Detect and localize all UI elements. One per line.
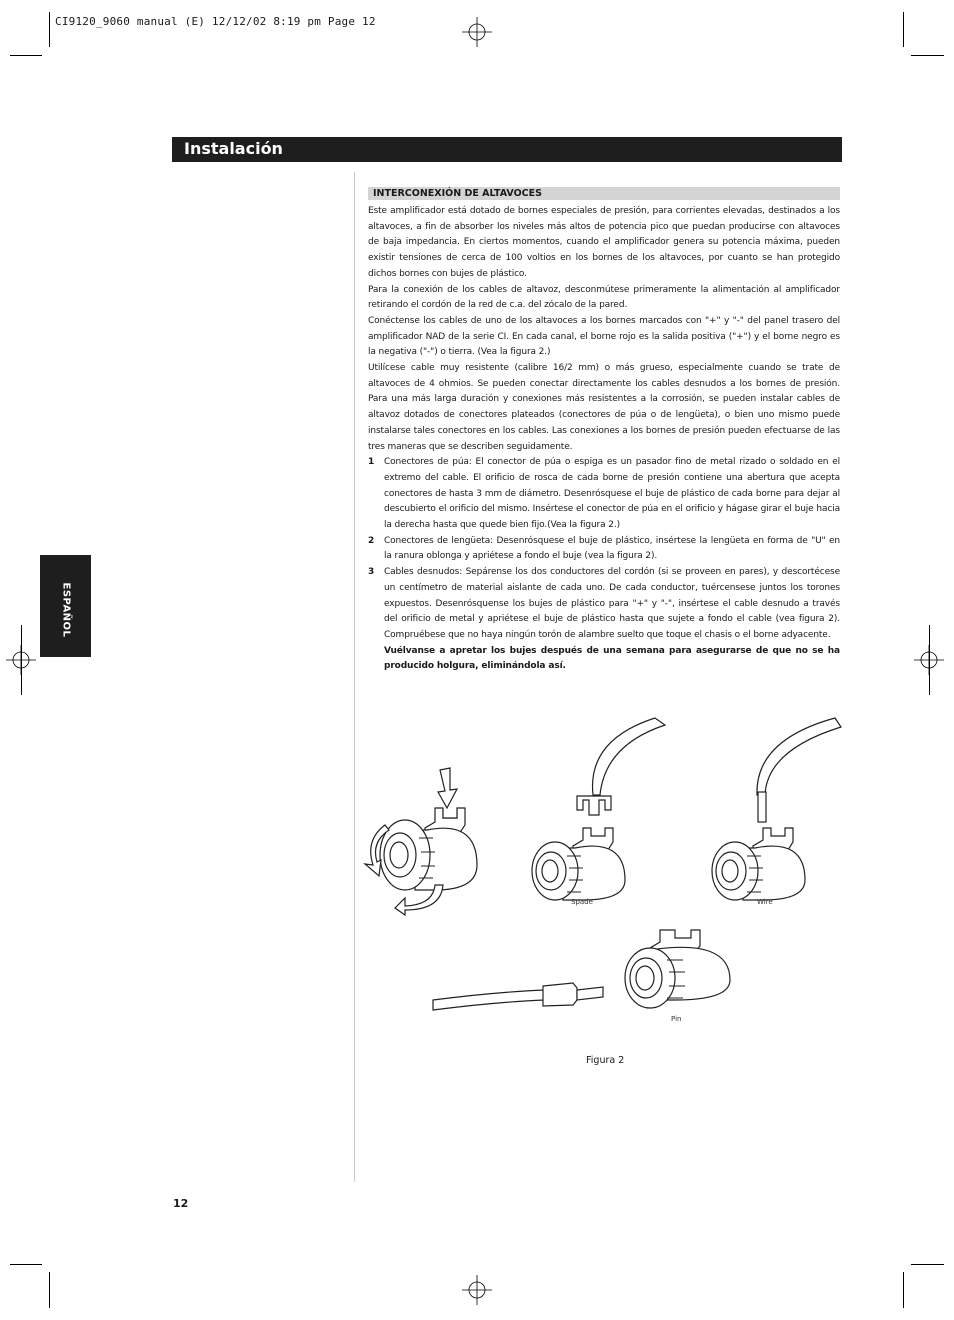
- subsection-title: INTERCONEXIÓN DE ALTAVOCES: [373, 188, 542, 199]
- registration-mark-icon: [462, 1275, 492, 1305]
- paragraph: Conéctense los cables de uno de los altavoces a los bornes marcados con "+" y "-" del panel trasero del amplificador NAD de la serie CI. En cada canal, el borne rojo es la salida positiva ("+") y el borne negro es la negativa ("-") o tierra. (Vea la figura 2.): [368, 315, 840, 358]
- paragraph: Para la conexión de los cables de altavoz, desconmútese primeramente la alimentación al amplificador retirando el cordón de la red de c.a. del zócalo de la pared.: [368, 284, 840, 311]
- warning-text: Vuélvanse a apretar los bujes después de una semana para asegurarse de que no se ha producido holgura, eliminándola así.: [384, 645, 840, 672]
- figure-label-spade: Spade: [571, 898, 593, 906]
- terminal-pin-icon: [433, 930, 730, 1010]
- list-item: [368, 565, 840, 675]
- crop-mark: [49, 12, 50, 47]
- body-text: [368, 204, 840, 675]
- crop-mark: [21, 625, 22, 695]
- list-text: Conectores de púa: El conector de púa o espiga es un pasador fino de metal rizado o soldado en el extremo del cable. El orificio de rosca de cada borne de presión contiene una abertura que acepta conectores de hasta 3 mm de diámetro. Desenrósquese el buje de plástico de cada borne para dejar al descubierto el orificio del mismo. Insértese el conector de púa en el orificio y hágase girar el buje hacia la derecha hasta que quede bien fijo.(Vea la figura 2.): [384, 457, 840, 531]
- section-title-bar: [172, 137, 842, 162]
- terminal-unscrew-icon: [365, 768, 477, 915]
- list-item: [368, 455, 840, 534]
- crop-mark: [49, 1272, 50, 1308]
- crop-mark: [903, 1272, 904, 1308]
- language-tab: [40, 555, 91, 657]
- list-number: 1: [368, 457, 375, 468]
- section-title: Instalación: [184, 139, 283, 158]
- language-tab-label: ESPAÑOL: [60, 582, 72, 638]
- crop-mark: [10, 55, 42, 56]
- registration-mark-icon: [462, 17, 492, 47]
- list-number: 3: [368, 567, 375, 578]
- list-item: [368, 534, 840, 565]
- terminal-spade-icon: [532, 718, 665, 900]
- terminal-wire-icon: [712, 718, 841, 900]
- crop-mark: [929, 625, 930, 695]
- page-number: 12: [173, 1197, 189, 1210]
- crop-mark: [911, 55, 944, 56]
- figure-label-pin: Pin: [671, 1015, 682, 1023]
- figure-label-wire: Wire: [757, 898, 773, 906]
- figure-caption: Figura 2: [586, 1055, 625, 1066]
- subsection-heading-bar: [368, 187, 840, 200]
- speaker-terminal-illustration: [355, 700, 855, 1040]
- printer-slug: CI9120_9060 manual (E) 12/12/02 8:19 pm Page 12: [55, 15, 376, 28]
- list-text: Cables desnudos: Sepárense los dos conductores del cordón (si se proveen en pares), y descortécese un centímetro de material aislante de cada uno. De cada conductor, tuércensese juntos los torones expuestos. Desenrósquense los bujes de plástico para "+" y "-", insértese el cable desnudo a través del orificio de metal y apriétese el buje de plástico hasta que sujete a fondo el cable (vea figura 2). Compruébese que no haya ningún torón de alambre suelto que toque el chasis o el borne adyacente.: [384, 567, 840, 640]
- crop-mark: [10, 1264, 42, 1265]
- crop-mark: [903, 12, 904, 47]
- paragraph: Utilícese cable muy resistente (calibre 16/2 mm) o más grueso, especialmente cuando se trate de altavoces de 4 ohmios. Se pueden conectar directamente los cables desnudos a los bornes de presión. Para una más larga duración y conexiones más resistentes a la corrosión, se pueden instalar cables de altavoz dotados de conectores plateados (conectores de púa o de lengüeta), o bien uno mismo puede instalarse tales conectores en los cables. Las conexiones a los bornes de presión pueden efectuarse de las tres maneras que se describen seguidamente.: [368, 363, 840, 452]
- list-text: Conectores de lengüeta: Desenrósquese el buje de plástico, insértese la lengüeta en forma de "U" en la ranura oblonga y apriétese a fondo el buje (vea la figura 2).: [384, 535, 840, 562]
- paragraph: Este amplificador está dotado de bornes especiales de presión, para corrientes elevadas, destinados a los altavoces, a fin de absorber los niveles más altos de potencia pico que puedan producirse con altavoces de baja impedancia. En ciertos momentos, cuando el amplificador genera su potencia máxima, pueden existir tensiones de cerca de 100 voltios en los bornes de los altavoces, por cuanto se han protegido dichos bornes con bujes de plástico.: [368, 206, 840, 279]
- list-number: 2: [368, 535, 375, 546]
- crop-mark: [911, 1264, 944, 1265]
